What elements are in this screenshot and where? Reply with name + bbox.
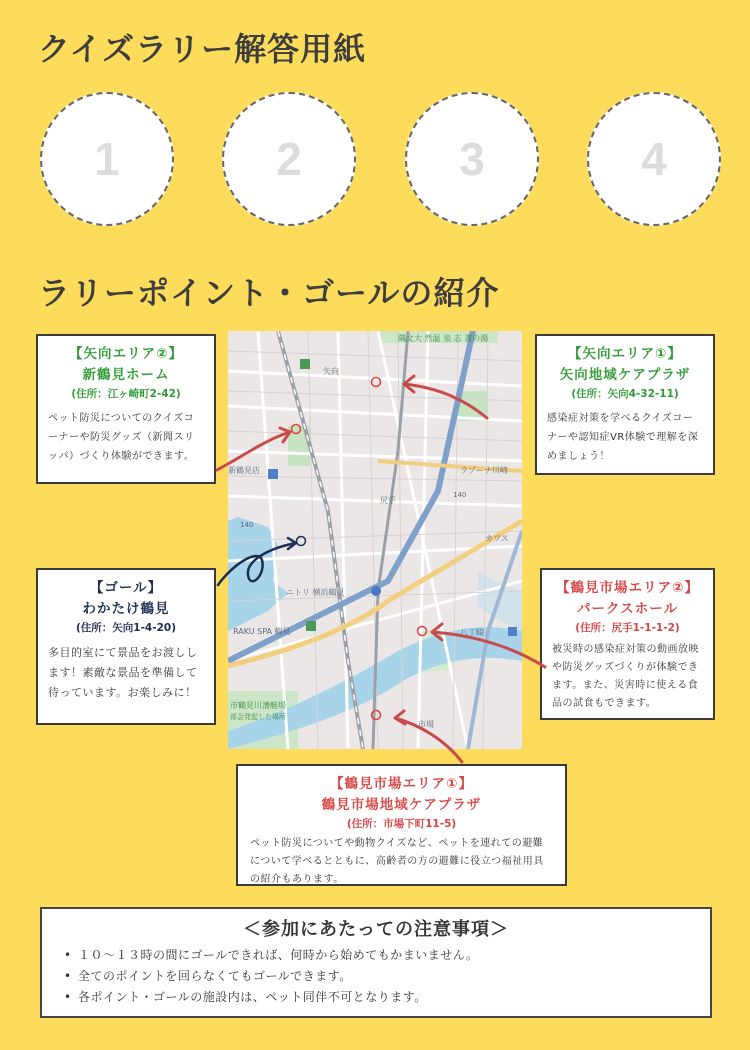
notes-box — [40, 907, 712, 1018]
map-label-kawasu: カワス — [485, 534, 509, 543]
answer-circle-4[interactable]: 4 — [587, 92, 721, 226]
card-facility-name: 新鶴見ホーム — [82, 367, 170, 383]
card-facility-name: パークスホール — [576, 601, 679, 617]
answer-circle-1[interactable]: 1 — [40, 92, 174, 226]
map-label-hatchonawate: 八丁畷 — [460, 628, 484, 637]
answer-sheet-title: クイズラリー解答用紙 — [38, 30, 367, 68]
card-area-label: 【ゴール】 — [89, 580, 163, 596]
map-label-river-park2: 部会発起した場所 — [230, 713, 286, 721]
map-label-ichiba: 市場 — [418, 720, 434, 729]
map-label-shin-tsurumi: 新鶴見店 — [228, 466, 260, 475]
notes-list — [62, 945, 690, 1008]
card-description: 被災時の感染症対策の動画放映や防災グッズづくりが体験できます。また、災害時に使える食品の試食もできます。 — [552, 644, 699, 709]
area-map[interactable] — [228, 331, 522, 749]
card-address: (住所：矢向1-4-20) — [75, 622, 177, 634]
card-goal — [36, 568, 216, 725]
card-area-label: 【矢向エリア①】 — [568, 346, 682, 362]
card-description: 感染症対策を学べるクイズコーナーや認知症VR体験で理解を深めましょう！ — [547, 413, 699, 462]
card-area-label: 【鶴見市場エリア②】 — [556, 580, 699, 596]
card-address: (住所：尻手1-1-1-2) — [575, 622, 680, 634]
map-label-route-140a: 140 — [453, 491, 467, 499]
points-intro-title: ラリーポイント・ゴールの紹介 — [38, 274, 500, 312]
card-yako-area-1 — [535, 334, 715, 475]
card-area-label: 【矢向エリア②】 — [69, 346, 183, 362]
card-yako-area-2 — [36, 334, 216, 484]
map-label-yako: 矢向 — [323, 367, 339, 376]
card-address: (住所：矢向4-32-11) — [571, 388, 679, 400]
card-description: 多目的室にて景品をお渡しします！素敵な景品を準備して待っています。お楽しみに！ — [48, 646, 198, 699]
card-facility-name: わかたけ鶴見 — [82, 601, 170, 617]
card-ichiba-area-2 — [540, 568, 715, 720]
answer-circle-2[interactable]: 2 — [222, 92, 356, 226]
map-label-nitori: ニトリ 横浜鶴見 — [286, 588, 345, 597]
notes-item: • 各ポイント・ゴールの施設内は、ペット同伴不可となります。 — [62, 987, 690, 1008]
map-label-route-140b: 140 — [240, 521, 254, 529]
card-address: (住所：江ヶ崎町2-42) — [71, 388, 181, 400]
card-ichiba-area-1 — [236, 764, 567, 886]
notes-item: • 全てのポイントを回らなくてもゴールできます。 — [62, 966, 690, 987]
answer-circle-3[interactable]: 3 — [405, 92, 539, 226]
map-label-raku: RAKU SPA 鶴見 — [233, 627, 291, 636]
notes-title: ＜参加にあたっての注意事項＞ — [243, 919, 509, 940]
map-label-lazona: ラゾーナ川崎 — [460, 466, 508, 475]
card-description: ペット防災についてや動物クイズなど、ペットを連れての避難について学べるとともに、高齢者の方の避難に役立つ福祉用具の紹介もあります。 — [250, 838, 544, 885]
notes-item: • １０～１３時の間にゴールできれば、何時から始めてもかまいません。 — [62, 945, 690, 966]
map-drawing — [228, 331, 522, 749]
card-description: ペット防災についてのクイズコーナーや防災グッズ（新聞スリッパ）づくり体験ができます。 — [48, 413, 195, 462]
card-address: (住所：市場下町11-5) — [346, 818, 457, 830]
map-label-river-park: 市鶴見川漕艇場 — [230, 701, 286, 710]
card-facility-name: 鶴見市場地域ケアプラザ — [321, 797, 482, 813]
card-facility-name: 矢向地域ケアプラザ — [559, 367, 691, 383]
map-label-shirite: 尻手 — [380, 496, 396, 505]
card-area-label: 【鶴見市場エリア①】 — [330, 776, 473, 792]
map-label-park: 隅文大 然温 泉 志 書の湯 — [398, 334, 489, 343]
